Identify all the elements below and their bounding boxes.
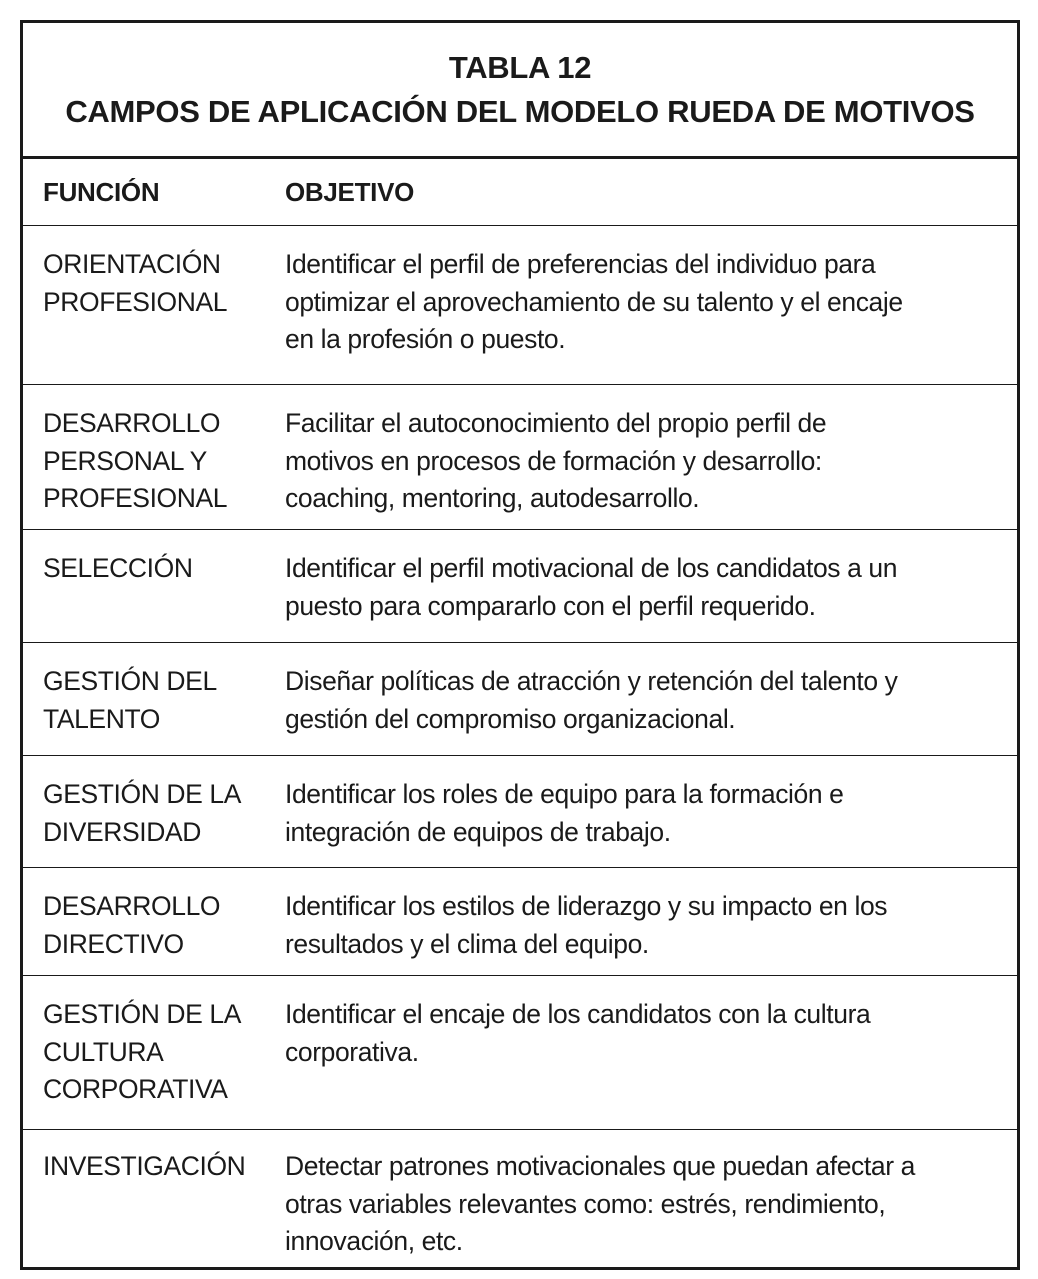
row-funcion: GESTIÓN DEL TALENTO: [43, 666, 217, 734]
row-objetivo: Detectar patrones motivacionales que puedan afectar a otras variables relevantes como: estrés, rendimiento, innovación, etc.: [285, 1151, 915, 1256]
table-row: [23, 756, 1017, 868]
row-objetivo: Identificar los estilos de liderazgo y su impacto en los resultados y el clima del equipo.: [285, 891, 888, 959]
row-funcion: GESTIÓN DE LA CULTURA CORPORATIVA: [43, 999, 242, 1104]
table-row: [23, 226, 1017, 385]
row-funcion: DESARROLLO DIRECTIVO: [43, 891, 221, 959]
table-title-block: [23, 23, 1017, 159]
table-header-row: [23, 159, 1017, 226]
row-funcion: GESTIÓN DE LA DIVERSIDAD: [43, 779, 242, 847]
table-body: [23, 159, 1017, 1267]
table-number: TABLA 12: [448, 49, 592, 85]
table-row: [23, 643, 1017, 756]
row-objetivo: Identificar el perfil motivacional de los candidatos a un puesto para compararlo con el perfil requerido.: [285, 553, 898, 621]
header-funcion: FUNCIÓN: [43, 176, 160, 207]
row-funcion: DESARROLLO PERSONAL Y PROFESIONAL: [43, 408, 228, 513]
table-frame: [20, 20, 1020, 1270]
row-objetivo: Diseñar políticas de atracción y retención del talento y gestión del compromiso organizacional.: [285, 666, 898, 734]
header-objetivo: OBJETIVO: [285, 176, 415, 207]
table-row: [23, 976, 1017, 1130]
table-title: CAMPOS DE APLICACIÓN DEL MODELO RUEDA DE MOTIVOS: [65, 93, 975, 129]
row-objetivo: Identificar el encaje de los candidatos con la cultura corporativa.: [285, 999, 871, 1067]
table-row: [23, 868, 1017, 976]
row-objetivo: Identificar el perfil de preferencias del individuo para optimizar el aprovechamiento de su talento y el encaje en la profesión o puesto.: [285, 249, 903, 354]
table-row: [23, 385, 1017, 530]
row-funcion: INVESTIGACIÓN: [43, 1151, 246, 1181]
table-row: [23, 1130, 1017, 1267]
row-objetivo: Identificar los roles de equipo para la formación e integración de equipos de trabajo.: [285, 779, 844, 847]
row-objetivo: Facilitar el autoconocimiento del propio perfil de motivos en procesos de formación y desarrollo: coaching, mentoring, autodesarrollo.: [285, 408, 827, 513]
row-funcion: SELECCIÓN: [43, 553, 193, 583]
table-row: [23, 530, 1017, 643]
row-funcion: ORIENTACIÓN PROFESIONAL: [43, 249, 228, 317]
